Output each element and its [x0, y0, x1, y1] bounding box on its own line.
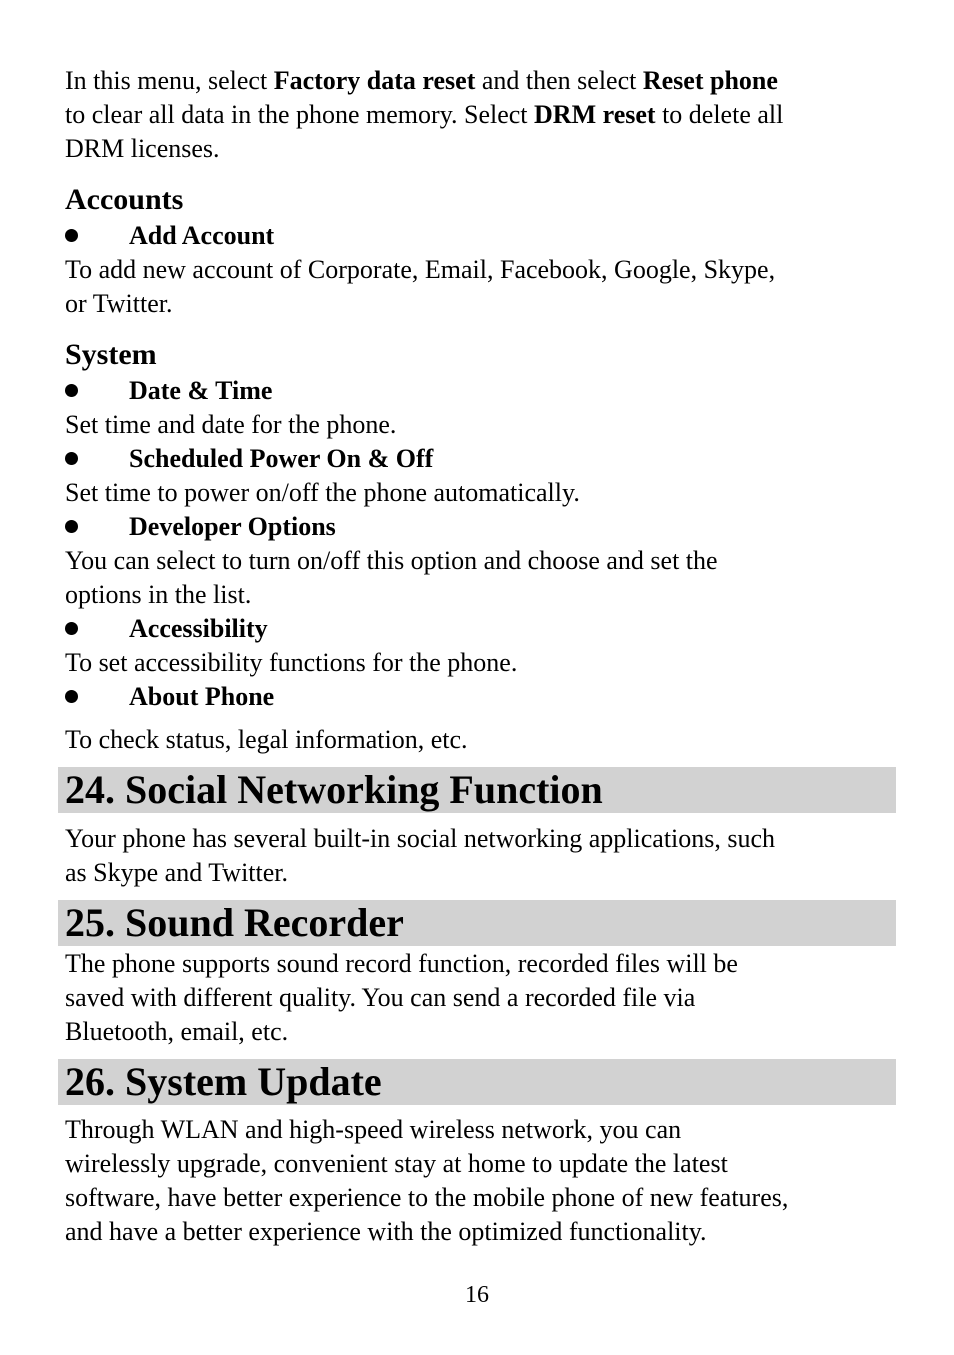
section-25-header — [58, 900, 896, 946]
system-heading: System — [65, 338, 157, 371]
section-26-header — [58, 1059, 896, 1105]
section-26-line: and have a better experience with the optimized functionality. — [65, 1217, 707, 1246]
drm-reset-term: DRM reset — [534, 100, 656, 129]
add-account-desc-line: To add new account of Corporate, Email, Facebook, Google, Skype, — [65, 255, 776, 284]
bullet-dot-icon — [65, 452, 78, 465]
section-24-title: 24. Social Networking Function — [65, 767, 603, 812]
section-25-line: Bluetooth, email, etc. — [65, 1017, 289, 1046]
factory-data-reset-term: Factory data reset — [273, 66, 476, 95]
section-25-title: 25. Sound Recorder — [65, 900, 404, 945]
bullet-label: Add Account — [129, 221, 275, 250]
section-26-line: wirelessly upgrade, convenient stay at home to update the latest — [65, 1149, 728, 1178]
bullet-dot-icon — [65, 622, 78, 635]
accounts-heading: Accounts — [65, 183, 184, 216]
bullet-dot-icon — [65, 229, 78, 242]
section-25-line: saved with different quality. You can send a recorded file via — [65, 983, 696, 1012]
developer-options-desc-line: You can select to turn on/off this option and choose and set the — [65, 546, 718, 575]
bullet-dot-icon — [65, 690, 78, 703]
section-25-line: The phone supports sound record function, recorded files will be — [65, 949, 738, 978]
intro-line-1 — [65, 64, 778, 98]
section-26-line: software, have better experience to the mobile phone of new features, — [65, 1183, 789, 1212]
developer-options-desc-line: options in the list. — [65, 580, 252, 609]
intro-text: to clear all data in the phone memory. Select — [65, 100, 535, 129]
reset-phone-term: Reset phone — [642, 66, 778, 95]
bullet-label: Accessibility — [129, 614, 268, 643]
bullet-dot-icon — [65, 384, 78, 397]
bullet-label: Developer Options — [129, 512, 336, 541]
accessibility-desc: To set accessibility functions for the phone. — [65, 648, 518, 677]
scheduled-power-desc: Set time to power on/off the phone automatically. — [65, 478, 580, 507]
date-time-desc: Set time and date for the phone. — [65, 410, 397, 439]
intro-text: to delete all — [655, 100, 784, 129]
section-26-title: 26. System Update — [65, 1059, 382, 1104]
add-account-desc-line: or Twitter. — [65, 289, 173, 318]
bullet-label: Date & Time — [129, 376, 273, 405]
bullet-label: Scheduled Power On & Off — [129, 444, 434, 473]
section-26-line: Through WLAN and high-speed wireless network, you can — [65, 1115, 682, 1144]
section-24-header — [58, 767, 896, 813]
intro-text: and then select — [475, 66, 643, 95]
page-number: 16 — [465, 1282, 489, 1308]
section-24-line: Your phone has several built-in social networking applications, such — [65, 824, 776, 853]
intro-line-3: DRM licenses. — [65, 134, 220, 163]
intro-text: In this menu, select — [65, 66, 274, 95]
bullet-dot-icon — [65, 520, 78, 533]
section-24-line: as Skype and Twitter. — [65, 858, 289, 887]
bullet-label: About Phone — [129, 682, 275, 711]
intro-line-2 — [65, 98, 783, 132]
about-phone-desc: To check status, legal information, etc. — [65, 725, 468, 754]
